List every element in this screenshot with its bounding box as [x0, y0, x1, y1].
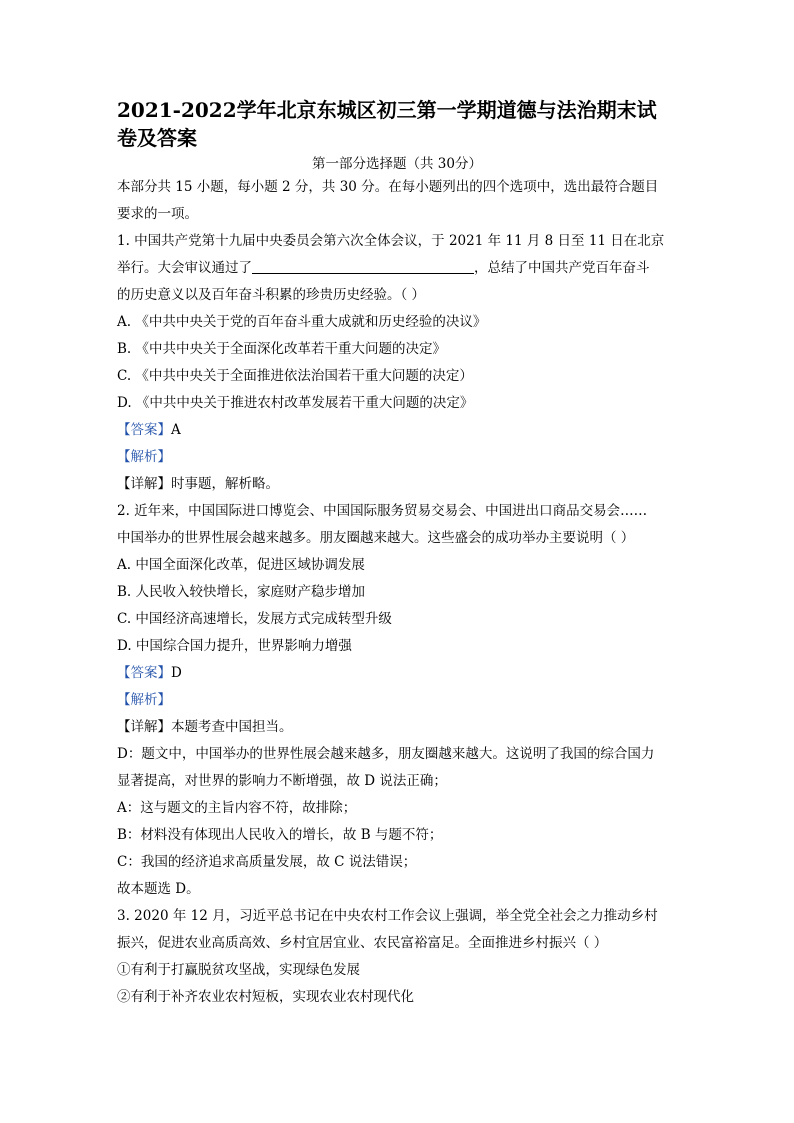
- question-1-stem: 的历史意义以及百年奋斗积累的珍贵历史经验。（ ）: [117, 287, 426, 303]
- question-2-detail: [117, 714, 677, 741]
- question-1-option-c: C. 《中共中央关于全面推进依法治国若干重大问题的决定）: [117, 368, 473, 384]
- question-2-option-d: D. 中国综合国力提升，世界影响力增强: [117, 638, 352, 654]
- question-2-stem: 2. 近年来，中国国际进口博览会、中国国际服务贸易交易会、中国进出口商品交易会……: [117, 503, 648, 519]
- section-header: 第一部分选择题（共 30分）: [312, 156, 482, 172]
- answer-value: A: [171, 422, 181, 438]
- detail-text: 时事题，解析略。: [171, 476, 279, 492]
- intro-line: 要求的一项。: [117, 206, 198, 222]
- fill-in-blank: [252, 258, 474, 274]
- detail-text: 本题考查中国担当。: [171, 719, 293, 735]
- answer-tag: 【答案】: [117, 422, 171, 438]
- analysis-tag: 【解析】: [117, 692, 171, 708]
- question-3-item-2: ②有利于补齐农业农村短板，实现农业农村现代化: [117, 989, 414, 1005]
- question-2-explanation: D：题文中，中国举办的世界性展会越来越多，朋友圈越来越大。这说明了我国的综合国力: [117, 746, 655, 762]
- question-1-option-d: D. 《中共中央关于推进农村改革发展若干重大问题的决定》: [117, 395, 474, 411]
- document-page: [117, 96, 677, 1011]
- question-1-option-b: B. 《中共中央关于全面深化改革若干重大问题的决定》: [117, 341, 447, 357]
- question-2-explanation: A：这与题文的主旨内容不符，故排除；: [117, 800, 357, 816]
- question-3-stem: 振兴，促进农业高质高效、乡村宜居宜业、农民富裕富足。全面推进乡村振兴（ ）: [117, 935, 608, 951]
- question-1-answer: [117, 417, 677, 444]
- title-line-2: 卷及答案: [117, 126, 197, 150]
- question-2-answer: [117, 660, 677, 687]
- question-2-explanation: 故本题选 D。: [117, 881, 200, 897]
- question-3-stem: 3. 2020 年 12 月，习近平总书记在中央农村工作会议上强调，举全党全社会之力推动乡村: [117, 908, 658, 924]
- title-line-1: 2021-2022学年北京东城区初三第一学期道德与法治期末试: [117, 98, 657, 122]
- question-3-item-1: ①有利于打赢脱贫攻坚战，实现绿色发展: [117, 962, 360, 978]
- question-1-analysis: [117, 444, 677, 471]
- question-2-explanation: 显著提高，对世界的影响力不断增强，故 D 说法正确；: [117, 773, 447, 789]
- question-1-stem: 1. 中国共产党第十九届中央委员会第六次全体会议，于 2021 年 11 月 8 日至 11 日在北京: [117, 233, 665, 249]
- question-2-analysis: [117, 687, 677, 714]
- question-1-stem-post: ，总结了中国共产党百年奋斗: [474, 260, 650, 276]
- question-2-stem: 中国举办的世界性展会越来越多。朋友圈越来越大。这些盛会的成功举办主要说明（ ）: [117, 530, 635, 546]
- question-1-detail: [117, 471, 677, 498]
- question-2-option-a: A. 中国全面深化改革，促进区域协调发展: [117, 557, 365, 573]
- question-2-option-b: B. 人民收入较快增长，家庭财产稳步增加: [117, 584, 366, 600]
- question-2-explanation: C：我国的经济追求高质量发展，故 C 说法错误；: [117, 854, 417, 870]
- question-1-option-a: A. 《中共中央关于党的百年奋斗重大成就和历史经验的决议》: [117, 314, 487, 330]
- analysis-tag: 【解析】: [117, 449, 171, 465]
- detail-tag: 【详解】: [117, 719, 171, 735]
- detail-tag: 【详解】: [117, 476, 171, 492]
- question-2-explanation: B：材料没有体现出人民收入的增长，故 B 与题不符；: [117, 827, 443, 843]
- answer-tag: 【答案】: [117, 665, 171, 681]
- question-1-stem: [117, 255, 677, 282]
- answer-value: D: [171, 665, 182, 681]
- question-2-option-c: C. 中国经济高速增长，发展方式完成转型升级: [117, 611, 392, 627]
- intro-line: 本部分共 15 小题，每小题 2 分，共 30 分。在每小题列出的四个选项中，选出最符合题目: [117, 179, 659, 195]
- document-title: [117, 96, 677, 152]
- question-1-stem-pre: 举行。大会审议通过了: [117, 260, 252, 276]
